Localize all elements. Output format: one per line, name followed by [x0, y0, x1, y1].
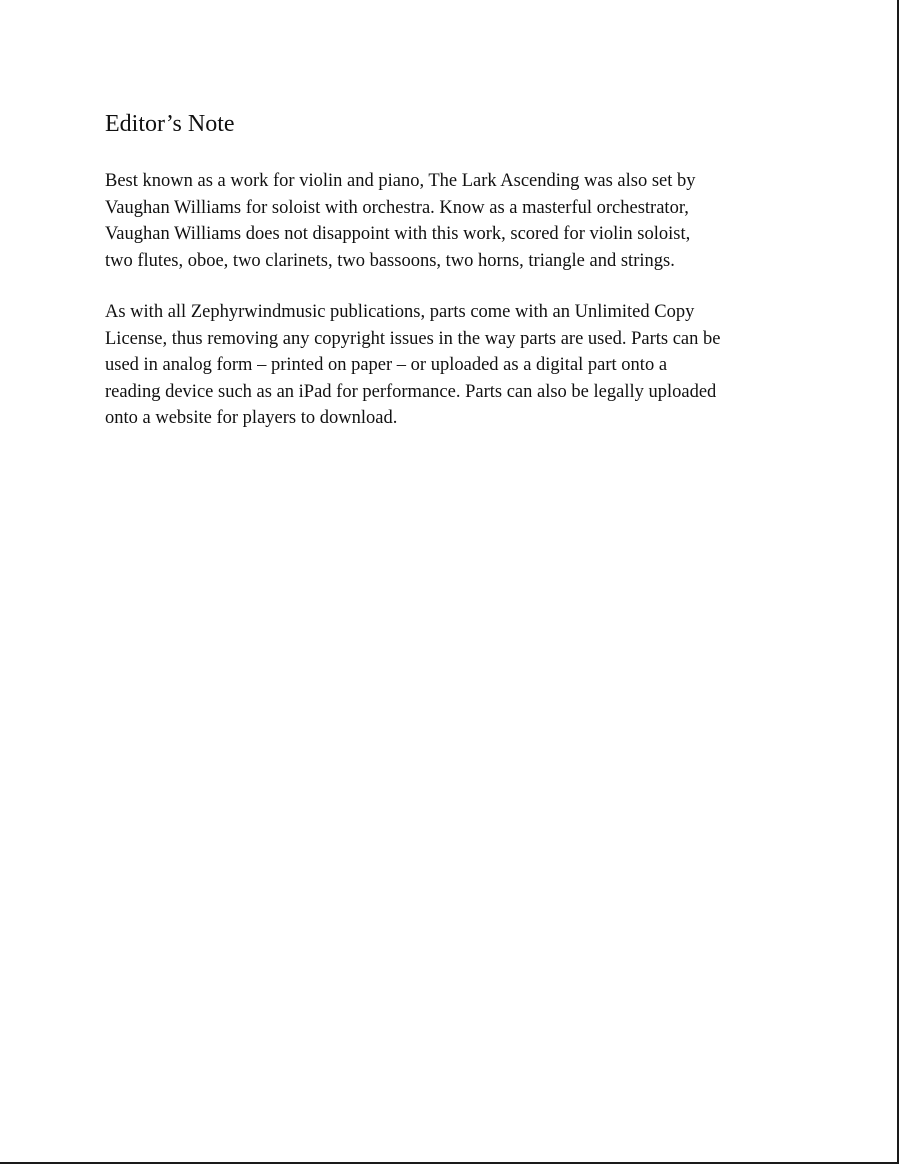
- text-line: onto a website for players to download.: [105, 408, 398, 428]
- text-line: used in analog form – printed on paper – or uploaded as a digital part onto a: [105, 355, 668, 375]
- text-line: Best known as a work for violin and piano, The Lark Ascending was also set by: [105, 171, 696, 191]
- text-line: Vaughan Williams for soloist with orchestra. Know as a masterful orchestrator,: [105, 197, 689, 218]
- paragraph-intro: [105, 168, 805, 274]
- text-line: reading device such as an iPad for performance. Parts can also be legally uploaded: [105, 381, 717, 402]
- page-content: [105, 108, 805, 457]
- text-line: two flutes, oboe, two clarinets, two bassoons, two horns, triangle and strings.: [105, 250, 675, 271]
- text-line: Vaughan Williams does not disappoint with this work, scored for violin soloist,: [105, 224, 691, 244]
- text-line: As with all Zephyrwindmusic publications, parts come with an Unlimited Copy: [105, 302, 695, 322]
- paragraph-license: [105, 299, 805, 432]
- page-title: Editor’s Note: [105, 111, 235, 137]
- text-line: License, thus removing any copyright issues in the way parts are used. Parts can be: [105, 328, 721, 349]
